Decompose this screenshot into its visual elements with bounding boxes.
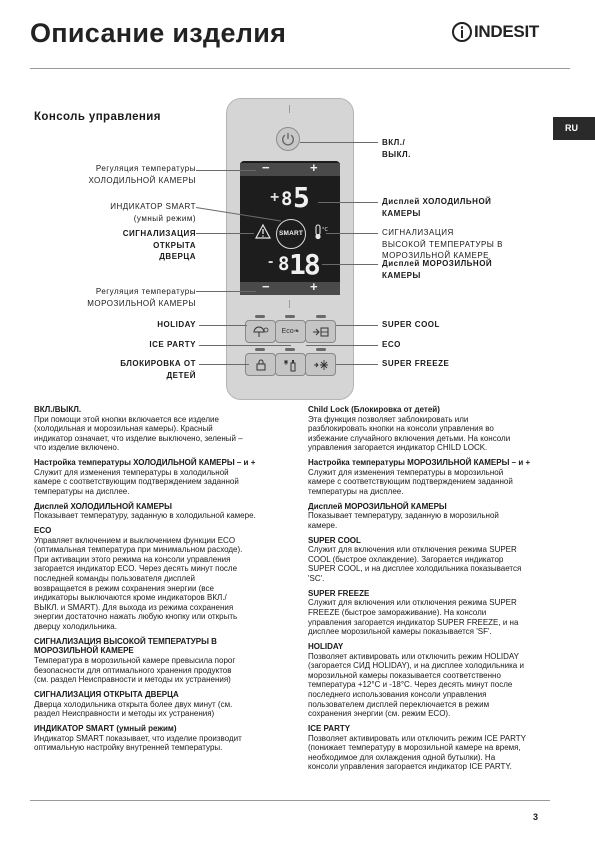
callout-fridge-display: Дисплей ХОЛОДИЛЬНОЙ КАМЕРЫ: [382, 197, 492, 218]
callout-freezer-display: Дисплей МОРОЗИЛЬНОЙ КАМЕРЫ: [382, 259, 493, 280]
callout-line: [199, 345, 291, 346]
svg-text:°C: °C: [322, 227, 328, 233]
brand-logo: [452, 22, 539, 42]
callout-fridge-temp-reg: Регуляция температуры ХОЛОДИЛЬНОЙ КАМЕРЫ: [88, 164, 196, 185]
fridge-display-ghost-digit: 8: [281, 188, 293, 210]
panel-separator: [289, 300, 290, 308]
section-freezer-display: Дисплей МОРОЗИЛЬНОЙ КАМЕРЫ Показывает температуру, заданную в морозильной камере.: [308, 501, 499, 530]
callout-line: [196, 170, 256, 171]
callout-power: ВКЛ./ ВЫКЛ.: [382, 138, 411, 159]
freezer-temperature-display: 18: [289, 248, 319, 281]
fridge-temperature-display: 5: [293, 181, 310, 214]
section-freezer-temp: Настройка температуры МОРОЗИЛЬНОЙ КАМЕРЫ – и + Служит для изменения температуры в морозильной камере с соответствующим подтверждением заданной температуры на дисплее.: [308, 458, 531, 496]
holiday-led: [255, 315, 265, 318]
section-super-cool: SUPER COOL Служит для включения или отключения режима SUPER COOL (быстрое охлаждение). Загорается индикатор SUPER COOL, и на дисплее холодильника показывается 'SC'.: [308, 535, 522, 584]
callout-high-temp-alarm: СИГНАЛИЗАЦИЯ ВЫСОКОЙ ТЕМПЕРАТУРЫ В МОРОЗИЛЬНОЙ КАМЕРЕ: [382, 228, 503, 260]
right-text-column: [308, 405, 563, 777]
eco-button[interactable]: [275, 320, 306, 343]
section-holiday: HOLIDAY Позволяет активировать или отключить режим HOLIDAY (загорается СИД HOLIDAY), и на дисплее холодильника и морозильной камеры показывается соответственно температура +12°C и -18°C. Через десять минут после последнего использования консоли управления пользователем дисплей переключается в режим сохранения энергии (см. режим ECO).: [308, 642, 524, 719]
section-heading: Консоль управления: [34, 111, 161, 123]
section-super-freeze: SUPER FREEZE Служит для включения или отключения режима SUPER FREEZE (быстрое замораживание). На консоли управления загорается индикатор SUPER FREEZE, и на дисплее морозильной камеры показывается 'SF'.: [308, 588, 519, 637]
holiday-button[interactable]: [245, 320, 276, 343]
fridge-display-plus: +: [270, 189, 280, 206]
callout-line: [196, 233, 254, 234]
section-door-alarm: СИГНАЛИЗАЦИЯ ОТКРЫТА ДВЕРЦА Дверца холодильника открыта более двух минут (см. раздел Неисправности и методы их устранения): [34, 689, 233, 719]
leaf-icon: ❧: [293, 328, 300, 335]
callout-holiday: HOLIDAY: [157, 320, 196, 329]
smart-indicator: SMART: [276, 219, 306, 249]
child-lock-button[interactable]: [245, 353, 276, 376]
callout-line: [196, 291, 256, 292]
ice-party-button[interactable]: [275, 353, 306, 376]
callout-line: [336, 325, 378, 326]
section-ice-party: ICE PARTY Позволяет активировать или отключить режим ICE PARTY (понижает температуру в морозильной камере на время, необходимое для охлаждения одной бутылки). На консоли управления загорается индикатор ICE PARTY.: [308, 723, 526, 772]
thermometer-icon: [313, 224, 327, 240]
eco-led: [285, 315, 295, 318]
callout-line: [199, 325, 247, 326]
left-text-column: [34, 405, 289, 758]
fridge-minus-button[interactable]: −: [262, 160, 270, 175]
callout-ice-party: ICE PARTY: [149, 340, 196, 349]
freezer-temp-buttons: [240, 279, 340, 295]
callout-line: [306, 345, 378, 346]
door-alarm-warning-icon: [255, 224, 271, 239]
callout-line: [336, 364, 378, 365]
eco-button-label: Eco: [281, 328, 294, 335]
page-number: 3: [533, 812, 539, 822]
info-i-logo-icon: [452, 22, 472, 42]
section-fridge-display: Дисплей ХОЛОДИЛЬНОЙ КАМЕРЫ Показывает температуру, заданную в холодильной камере.: [34, 501, 256, 521]
section-eco: ECO Управляет включением и выключением функции ECO (оптимальная температура при минимальном расходе). При активации этого режима на консоли управления загорается индикатор ECO. Через десять минут после последней команды пользователя дисплей возвращается в режим сохранения энергии (все индикаторы выключаются кроме индикаторов ВКЛ./ ВЫКЛ. и SMART). Для выхода из режима сохранения энергии достаточно нажать любую кнопку или открыть дверцу холодильника.: [34, 526, 243, 632]
header-divider: [30, 68, 570, 69]
language-tab: RU: [553, 117, 595, 140]
callout-child-lock: БЛОКИРОВКА ОТ ДЕТЕЙ: [120, 359, 196, 380]
fridge-plus-button[interactable]: +: [310, 160, 318, 175]
section-smart: ИНДИКАТОР SMART (умный режим) Индикатор SMART показывает, что изделие производит оптимальную настройку внутренней температуры.: [34, 723, 242, 753]
callout-super-cool: SUPER COOL: [382, 320, 440, 329]
callout-line: [300, 142, 378, 143]
section-high-temp-alarm: СИГНАЛИЗАЦИЯ ВЫСОКОЙ ТЕМПЕРАТУРЫ В МОРОЗИЛЬНОЙ КАМЕРЕ Температура в морозильной камере превысила порог безопасности для оптимального хранения продуктов (см. раздел Неисправности и методы их устранения): [34, 636, 236, 685]
super-freeze-led: [316, 348, 326, 351]
callout-line: [326, 233, 378, 234]
super-freeze-icon: [313, 359, 329, 371]
callout-door-alarm: СИГНАЛИЗАЦИЯ ОТКРЫТА ДВЕРЦА: [122, 229, 196, 261]
panel-separator: [289, 105, 290, 113]
super-cool-icon: [312, 326, 330, 338]
brand-name: INDESIT: [474, 22, 539, 41]
page-title: Описание изделия: [30, 18, 287, 48]
callout-freezer-temp-reg: Регуляция температуры МОРОЗИЛЬНОЙ КАМЕРЫ: [87, 287, 196, 308]
section-fridge-temp: Настройка температуры ХОЛОДИЛЬНОЙ КАМЕРЫ – и + Служит для изменения температуры в холодильной камере с соответствующим подтверждением заданной температуры на дисплее.: [34, 458, 256, 496]
callout-smart-indicator: ИНДИКАТОР SMART (умный режим): [110, 202, 196, 223]
bottle-snowflake-icon: [283, 358, 299, 372]
super-cool-button[interactable]: [305, 320, 336, 343]
section-child-lock: Child Lock (Блокировка от детей) Эта функция позволяет заблокировать или разблокировать кнопки на консоли управления во избежание случайного включения детьми. На консоли управления загорается индикатор CHILD LOCK.: [308, 405, 511, 453]
freezer-display-minus: -: [268, 253, 274, 270]
freezer-minus-button[interactable]: −: [262, 279, 270, 294]
child-lock-led: [255, 348, 265, 351]
lock-icon: [255, 359, 267, 371]
footer-divider: [30, 800, 550, 801]
freezer-plus-button[interactable]: +: [310, 279, 318, 294]
callout-super-freeze: SUPER FREEZE: [382, 359, 450, 368]
power-button[interactable]: [276, 127, 300, 151]
ice-party-led: [285, 348, 295, 351]
callout-line: [318, 202, 378, 203]
freezer-display-ghost-digit: 8: [278, 253, 290, 275]
callout-eco: ECO: [382, 340, 401, 349]
power-icon: [280, 131, 296, 147]
callout-line: [199, 364, 249, 365]
section-power: ВКЛ./ВЫКЛ. При помощи этой кнопки включается все изделие (холодильная и морозильная камеры). Красный индикатор означает, что изделие выключено, зеленый – что изделие включено.: [34, 405, 243, 453]
super-freeze-button[interactable]: [305, 353, 336, 376]
super-cool-led: [316, 315, 326, 318]
umbrella-sun-icon: [253, 326, 269, 338]
callout-line: [322, 264, 378, 265]
